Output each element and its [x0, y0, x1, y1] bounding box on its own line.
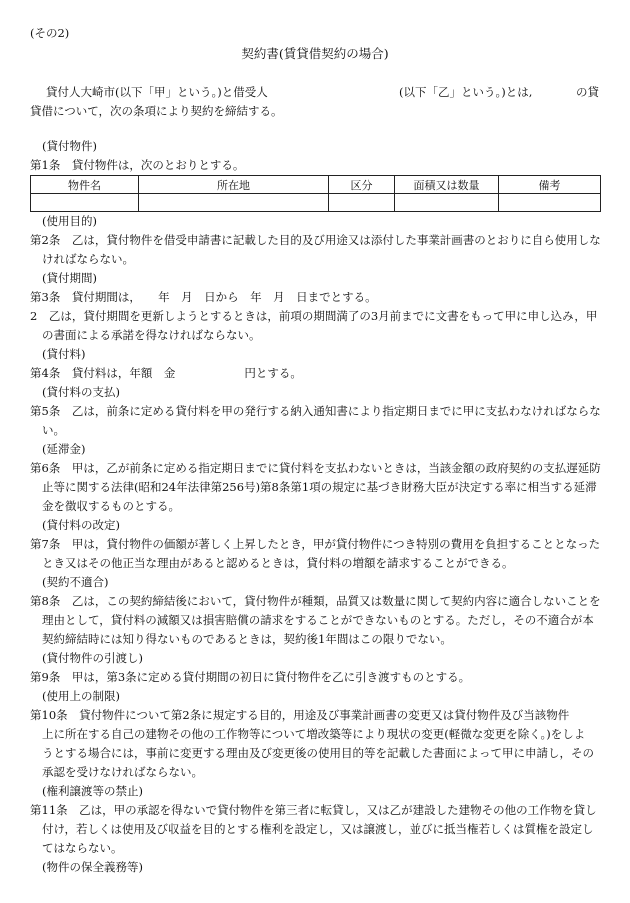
col-area: 面積又は数量 — [395, 176, 499, 194]
article-4: 第4条 貸付料は，年額 金 円とする。 — [30, 366, 302, 380]
col-name: 物件名 — [31, 176, 139, 194]
article-3-p2-line2: の書面による承諾を得なければならない。 — [42, 328, 261, 342]
article-10-line4: 承認を受けなければならない。 — [42, 765, 203, 779]
cell-name[interactable] — [31, 194, 139, 212]
intro-part1: 貸付人大崎市(以下「甲」という。)と借受人 — [46, 85, 268, 99]
heading-use-restrictions: (使用上の制限) — [42, 689, 120, 703]
article-11-line3: てはならない。 — [42, 841, 123, 855]
article-2-line1: 第2条 乙は，貸付物件を借受申請書に記載した目的及び用途又は添付した事業計画書のとおりに自ら使用しな — [30, 233, 601, 247]
col-location: 所在地 — [139, 176, 329, 194]
col-category: 区分 — [329, 176, 395, 194]
heading-revision: (貸付料の改定) — [42, 518, 120, 532]
cell-location[interactable] — [139, 194, 329, 212]
article-8-line2: 理由として，貸付料の減額又は損害賠償の請求をすることができないものとする。ただし，その不適合が本 — [42, 613, 594, 627]
article-6-line1: 第6条 甲は，乙が前条に定める指定期日までに貸付料を支払わないときは，当該金額の政府契約の支払遅延防 — [30, 461, 601, 475]
article-11-line2: 付け，若しくは使用及び収益を目的とする権利を設定し，又は譲渡し，並びに抵当権若しくは質権を設定し — [42, 822, 594, 836]
article-10-line1: 第10条 貸付物件について第2条に規定する目的，用途及び事業計画書の変更又は貸付物件及び当該物件 — [30, 708, 570, 722]
article-5-line2: い。 — [42, 423, 65, 437]
article-5-line1: 第5条 乙は，前条に定める貸付料を甲の発行する納入通知書により指定期日までに甲に支払わなければならな — [30, 404, 601, 418]
article-6-line3: 金を徴収するものとする。 — [42, 499, 180, 513]
article-8-line3: 契約締結時には知り得ないものであるときは，契約後1年間はこの限りでない。 — [42, 632, 452, 646]
heading-payment: (貸付料の支払) — [42, 385, 120, 399]
heading-delivery: (貸付物件の引渡し) — [42, 651, 143, 665]
intro-line2: 貸借について，次の条項により契約を締結する。 — [30, 104, 283, 118]
article-7-line2: とき又はその他正当な理由があると認めるときは，貸付料の増額を請求することができる。 — [42, 556, 514, 570]
document-title: 契約書(賃貸借契約の場合) — [241, 46, 389, 61]
article-3: 第3条 貸付期間は， 年 月 日から 年 月 日までとする。 — [30, 290, 377, 304]
cell-category[interactable] — [329, 194, 395, 212]
intro-part3: の貸 — [576, 85, 599, 99]
heading-purpose: (使用目的) — [42, 214, 97, 228]
table-row — [31, 194, 601, 212]
article-10-line2: 上に所在する自己の建物その他の工作物等について増改築等により現状の変更(軽微な変更を除く。)をしよ — [42, 727, 586, 741]
article-10-line3: うとする場合には，事前に変更する理由及び変更後の使用目的等を記載した書面によって甲に申請し，その — [42, 746, 594, 760]
heading-period: (貸付期間) — [42, 271, 97, 285]
heading-nonconformity: (契約不適合) — [42, 575, 109, 589]
article-1: 第1条 貸付物件は，次のとおりとする。 — [30, 158, 245, 172]
article-3-p2-line1: 2 乙は，貸付期間を更新しようとするときは，前項の期間満了の3月前までに文書をもって甲に申し込み，甲 — [30, 309, 598, 323]
attachment-note: (その2) — [30, 26, 70, 40]
heading-fee: (貸付料) — [42, 347, 86, 361]
heading-property: (貸付物件) — [42, 139, 97, 153]
article-9: 第9条 甲は，第3条に定める貸付期間の初日に貸付物件を乙に引き渡すものとする。 — [30, 670, 471, 684]
intro-part2: (以下「乙」という。)とは, — [399, 85, 533, 99]
heading-late-charge: (延滞金) — [42, 442, 86, 456]
article-2-line2: ければならない。 — [42, 252, 134, 266]
heading-preservation: (物件の保全義務等) — [42, 860, 143, 874]
cell-area[interactable] — [395, 194, 499, 212]
article-7-line1: 第7条 甲は，貸付物件の価額が著しく上昇したとき，甲が貸付物件につき特別の費用を負担することとなった — [30, 537, 601, 551]
heading-transfer-prohibition: (権利譲渡等の禁止) — [42, 784, 143, 798]
cell-remarks[interactable] — [499, 194, 601, 212]
article-8-line1: 第8条 乙は，この契約締結後において，貸付物件が種類，品質又は数量に関して契約内容に適合しないことを — [30, 594, 601, 608]
article-6-line2: 止等に関する法律(昭和24年法律第256号)第8条第1項の規定に基づき財務大臣が決定する率に相当する延滞 — [42, 480, 597, 494]
col-remarks: 備考 — [499, 176, 601, 194]
property-table — [30, 175, 601, 212]
article-11-line1: 第11条 乙は，甲の承認を得ないで貸付物件を第三者に転貸し，又は乙が建設した建物その他の工作物を貸し — [30, 803, 597, 817]
table-header-row — [31, 176, 601, 194]
